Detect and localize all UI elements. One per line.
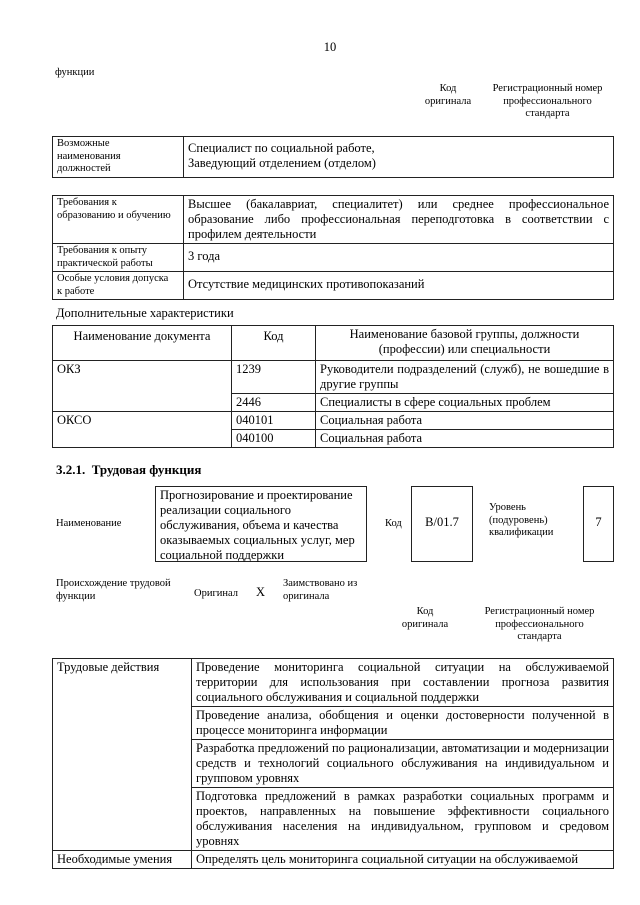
table-row [53, 361, 614, 394]
row-code: 040100 [232, 430, 316, 448]
table-row [53, 430, 614, 448]
education-value: Высшее (бакалавриат, специалитет) или среднее профессиональное образование либо профессиональная переподготовка в соответствии с профилем деятельности [184, 196, 614, 244]
code-value: B/01.7 [425, 515, 459, 529]
row-doc: ОКСО [53, 412, 232, 430]
extra-table [52, 325, 614, 448]
row-doc: ОКЗ [53, 361, 232, 394]
positions-table [52, 136, 614, 178]
function-name: Прогнозирование и проектирование реализации социального обслуживания, объема и качества оказываемых социальных услуг, мер социальной поддержки [160, 488, 355, 562]
header-document: Наименование документа [53, 326, 232, 361]
special-conditions-label: Особые условия допуска к работе [53, 272, 184, 300]
header-code: Код [232, 326, 316, 361]
row-name: Специалисты в сфере социальных проблем [316, 394, 614, 412]
action-item: Проведение мониторинга социальной ситуации на обслуживаемой территории для использования при составлении прогноза развития социального обслуживания и социальной поддержки [192, 659, 614, 707]
action-item: Подготовка предложений в рамках разработки социальных программ и проектов, направленных на повышение эффективности социального обслуживания населения на индивидуальном, групповом и средовом уровнях [192, 788, 614, 851]
section-title: 3.2.1. Трудовая функция [56, 462, 202, 477]
level-value: 7 [595, 515, 602, 529]
code-box [411, 486, 473, 562]
table-row [53, 394, 614, 412]
code-label: Код [385, 518, 402, 529]
origin-label: Происхождение трудовой функции [56, 578, 171, 602]
education-label: Требования к образованию и обучению [53, 196, 184, 244]
special-conditions-value: Отсутствие медицинских противопоказаний [184, 272, 614, 300]
extra-title: Дополнительные характеристики [56, 306, 234, 320]
row-doc [53, 430, 232, 448]
positions-label: Возможные наименования должностей [53, 137, 184, 178]
action-item: Разработка предложений по рационализации, автоматизации и модернизации средств и технологий социального обслуживания на индивидуальном и групповом уровнях [192, 740, 614, 788]
name-label: Наименование [56, 518, 122, 529]
row-name: Социальная работа [316, 412, 614, 430]
reg-number-label: Регистрационный номер профессионального стандарта [492, 83, 603, 119]
borrowed-label: Заимствовано из оригинала [283, 578, 358, 602]
actions-table [52, 658, 614, 869]
actions-label: Трудовые действия [53, 659, 192, 851]
level-box [583, 486, 614, 562]
header-group-name: Наименование базовой группы, должности (профессии) или специальности [316, 326, 614, 361]
page-number: 10 [323, 40, 337, 54]
experience-label: Требования к опыту практической работы [53, 244, 184, 272]
requirements-table [52, 195, 614, 300]
skills-label: Необходимые умения [53, 851, 192, 869]
original-code-label: Код оригинала [424, 83, 472, 107]
origin-code-label: Код оригинала [401, 606, 449, 630]
row-code: 2446 [232, 394, 316, 412]
functions-label: функции [55, 67, 95, 78]
row-name: Социальная работа [316, 430, 614, 448]
row-doc [53, 394, 232, 412]
action-item: Проведение анализа, обобщения и оценки достоверности полученной в процессе мониторинга информации [192, 707, 614, 740]
skill-item: Определять цель мониторинга социальной ситуации на обслуживаемой [192, 851, 614, 869]
row-code: 1239 [232, 361, 316, 394]
level-label: Уровень (подуровень) квалификации [489, 502, 554, 538]
table-row [53, 412, 614, 430]
function-name-box [155, 486, 367, 562]
experience-value: 3 года [184, 244, 614, 272]
original-label: Оригинал [194, 588, 238, 599]
original-mark: X [256, 585, 266, 599]
positions-value: Специалист по социальной работе, Заведующий отделением (отделом) [184, 137, 614, 178]
row-code: 040101 [232, 412, 316, 430]
row-name: Руководители подразделений (служб), не вошедшие в другие группы [316, 361, 614, 394]
origin-reg-label: Регистрационный номер профессионального стандарта [484, 606, 595, 642]
